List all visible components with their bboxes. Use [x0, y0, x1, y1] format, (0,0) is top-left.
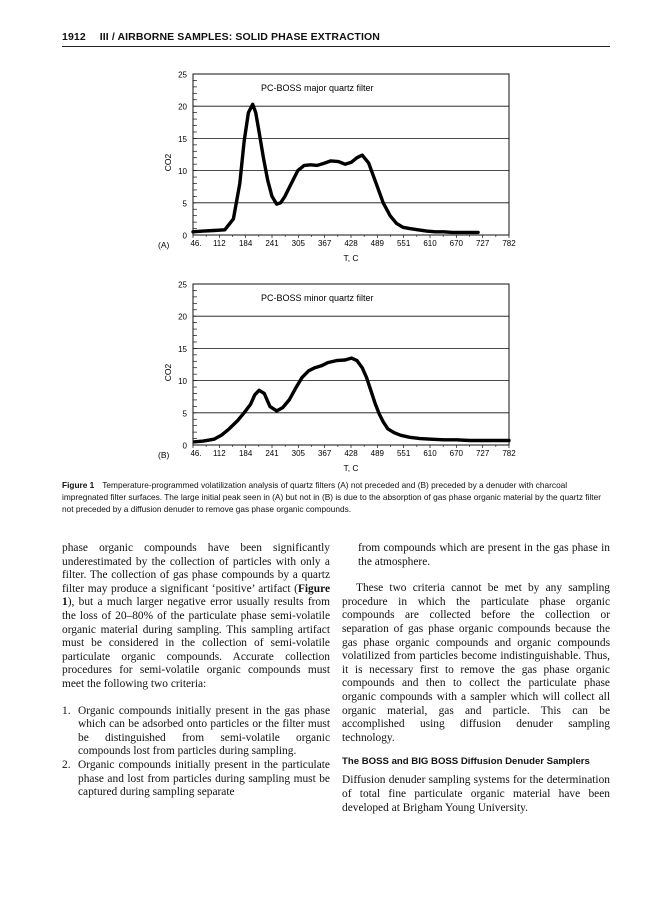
x-axis-label: T, C [343, 463, 359, 473]
paragraph-artifact [62, 542, 330, 692]
section-heading: The BOSS and BIG BOSS Diffusion Denuder Samplers [342, 756, 590, 768]
y-tick-label: 0 [182, 231, 187, 241]
header-rule [62, 46, 610, 47]
criterion-item [62, 759, 330, 800]
panel-label: (A) [158, 240, 170, 250]
plot-frame [193, 284, 509, 445]
x-tick-label: 782 [502, 239, 516, 248]
y-tick-label: 10 [178, 167, 187, 177]
y-tick-label: 15 [178, 344, 187, 354]
x-tick-label: 670 [449, 449, 464, 458]
panel-label: (B) [158, 450, 170, 460]
x-tick-label: 610 [423, 239, 437, 248]
y-tick-label: 0 [182, 441, 187, 451]
x-tick-label: 551 [396, 239, 411, 248]
y-tick-label: 15 [178, 134, 187, 144]
criterion-item [62, 705, 330, 759]
x-tick-label: 305 [291, 449, 306, 458]
x-tick-label: 241 [265, 239, 279, 248]
y-tick-label: 25 [178, 70, 187, 80]
x-tick-label: 782 [502, 449, 516, 458]
figure-caption [62, 479, 610, 515]
caption-text: Temperature-programmed volatilization analysis of quartz filters (A) not preceded and (B) preceded by a denuder with charcoal impregnated filter surfaces. The large initial peak seen in (A) but not in (B) is due to the absorption of gas phase organic material by the quartz filter not preceded by a diffusion denuder to remove gas phase organic compounds. [62, 480, 601, 514]
paragraph-text: ), but a much larger negative error usually results from the loss of 20–80% of the particulate phase semi-volatile organic material during sampling. This sampling artifact must be considered in the collection of semi-volatile particulate organic compounds. Accurate collection procedures for semi-volatile organic compounds must meet the following two criteria: [62, 596, 330, 690]
x-tick-label: 184 [238, 239, 253, 248]
chart-panel-b [0, 272, 668, 487]
y-tick-label: 20 [178, 102, 187, 112]
x-tick-label: 367 [317, 239, 332, 248]
series-line [195, 358, 509, 442]
criterion-continuation: from compounds which are present in the gas phase in the atmosphere. [358, 542, 610, 568]
right-column [342, 542, 610, 815]
x-tick-label: 112 [212, 449, 226, 458]
criterion-text: Organic compounds initially present in the gas phase which can be adsorbed onto particles or the filter must be distinguished from semi-volatile organic compounds lost from particles during sampling. [78, 704, 330, 758]
y-axis-label: CO2 [163, 153, 173, 172]
x-tick-label: 489 [370, 239, 385, 248]
criterion-number: 1. [62, 704, 71, 717]
x-tick-label: 727 [475, 239, 490, 248]
chart-title: PC-BOSS major quartz filter [261, 83, 374, 93]
y-tick-label: 20 [178, 312, 187, 322]
x-tick-label: 670 [449, 239, 464, 248]
series-line [193, 104, 478, 232]
figure-label: Figure 1 [62, 480, 95, 490]
figure-reference: Figure 1 [62, 582, 330, 609]
y-tick-label: 5 [182, 409, 187, 419]
criterion-number: 2. [62, 758, 71, 771]
x-tick-label: 184 [238, 449, 253, 458]
page-number: 1912 [62, 31, 86, 43]
x-tick-label: 367 [317, 449, 332, 458]
left-column [62, 542, 330, 800]
x-tick-label: 305 [291, 239, 306, 248]
plot-frame [193, 74, 509, 235]
x-tick-label: 428 [344, 239, 358, 248]
paragraph-criteria-discussion: These two criteria cannot be met by any sampling procedure in which the particulate phase organic compounds are collected before the collection or separation of gas phase organic compounds because the gas phase organic compounds and organic compounds volatilized from particles become indistinguishable. Thus, it is necessary first to remove the gas phase organic compounds and then to collect the particulate phase organic compounds with a sampler which will collect all organic material, gas and particle. This can be accomplished using diffusion denuder sampling technology. [342, 582, 610, 744]
x-tick-label: 46. [190, 239, 202, 248]
x-tick-label: 241 [265, 449, 279, 458]
chart-title: PC-BOSS minor quartz filter [261, 293, 374, 303]
criterion-text: Organic compounds initially present in the particulate phase and lost from particles during sampling must be captured during sampling separate [78, 758, 330, 799]
x-tick-label: 46. [190, 449, 202, 458]
y-axis-label: CO2 [163, 363, 173, 382]
running-header [62, 31, 612, 43]
x-tick-label: 551 [396, 449, 411, 458]
x-tick-label: 727 [475, 449, 490, 458]
x-tick-label: 610 [423, 449, 437, 458]
paragraph-denuder: Diffusion denuder sampling systems for the determination of total fine particulate organic material have been developed at Brigham Young University. [342, 774, 610, 814]
paragraph-text: phase organic compounds have been significantly underestimated by the collection of particles with only a filter. The collection of gas phase compounds by a quartz filter may produce a significant ‘positive’ artifact ( [62, 542, 330, 595]
x-tick-label: 428 [344, 449, 358, 458]
y-tick-label: 25 [178, 280, 187, 290]
x-tick-label: 112 [212, 239, 226, 248]
running-title: III / AIRBORNE SAMPLES: SOLID PHASE EXTRACTION [99, 31, 380, 43]
x-tick-label: 489 [370, 449, 385, 458]
y-tick-label: 10 [178, 377, 187, 387]
y-tick-label: 5 [182, 199, 187, 209]
x-axis-label: T, C [343, 253, 359, 263]
criteria-list [62, 705, 330, 800]
